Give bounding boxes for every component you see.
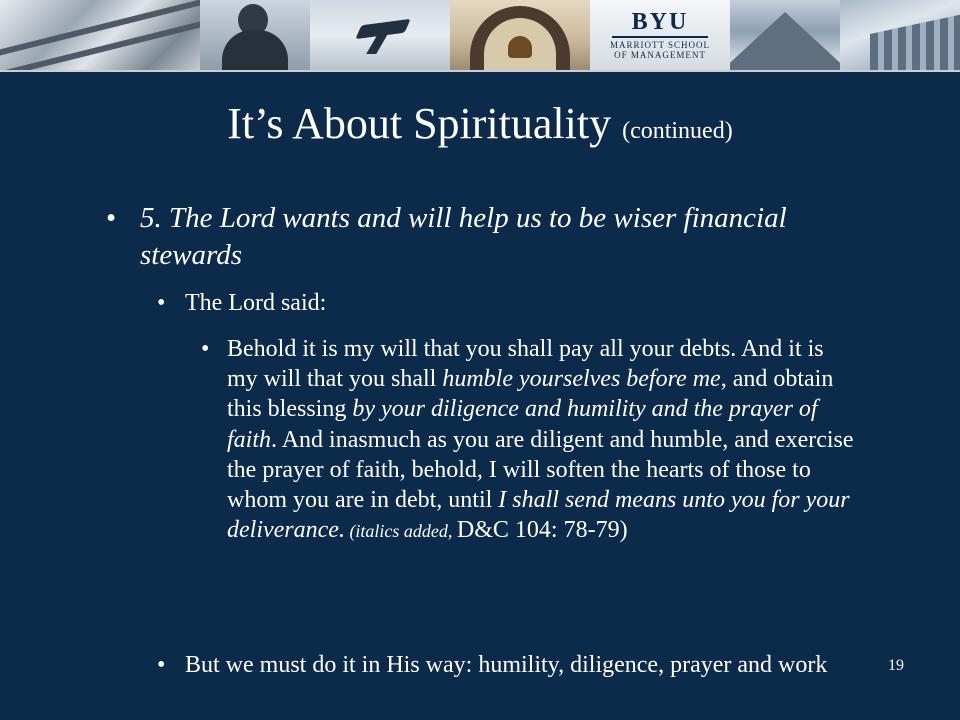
bullet-dot: • (201, 336, 210, 362)
quote-part-1: Behold it is my will that you shall pay all your debts. And it is my will that you shall (227, 336, 824, 393)
logo-rule (612, 36, 708, 38)
header-banner (0, 0, 960, 72)
quote-part-2: , and obtain this blessing (227, 366, 834, 423)
banner-photo-bell (450, 0, 590, 70)
statue-body (222, 30, 288, 70)
slide-title-text: It’s About Spirituality (227, 99, 612, 148)
logo-main-text: BYU (631, 9, 689, 35)
bullet-level1 (106, 200, 860, 274)
quote-italic-1: humble yourselves before me (442, 366, 721, 393)
bullet-dot: • (106, 202, 117, 234)
bullet-level2-text: The Lord said: (185, 290, 327, 316)
bullet-level3-quote (201, 334, 857, 546)
banner-photo-y-mountain (310, 0, 450, 70)
bullet-level2-his-way-text: But we must do it in His way: humility, diligence, prayer and work (185, 652, 828, 678)
quote-part-3: . And inasmuch as you are diligent and humble, and exercise the prayer of faith, behold, I will soften the hearts of those to whom you are in debt, until (227, 426, 854, 514)
bullet-level2-his-way (157, 650, 845, 680)
banner-photo-statue (200, 0, 310, 70)
quote-italic-3: I shall send means unto you for your deliverance. (227, 487, 850, 544)
page-number: 19 (888, 657, 904, 674)
quote-italic-2: by your diligence and humility and the prayer of faith (227, 396, 818, 453)
banner-photo-building (840, 0, 960, 70)
bullet-dot: • (157, 290, 166, 316)
quote-reference: D&C 104: 78-79) (456, 517, 628, 544)
mountain-shape (730, 12, 840, 70)
bullet-level1-text: 5. The Lord wants and will help us to be wiser financial stewards (140, 202, 787, 271)
byu-marriott-logo (590, 0, 730, 70)
bullet-dot: • (157, 652, 166, 678)
slide-title (0, 98, 960, 157)
quote-italics-note: (italics added, (344, 521, 457, 542)
building-shape (870, 2, 960, 70)
logo-line-1: MARRIOTT SCHOOL (609, 40, 711, 50)
slide-title-suffix: (continued) (622, 118, 733, 144)
banner-photo-mountain (730, 0, 840, 70)
logo-line-2: OF MANAGEMENT (614, 50, 706, 60)
bell-icon (508, 36, 532, 58)
bullet-level2-lord-said (157, 288, 845, 318)
banner-photo-architecture (0, 0, 200, 70)
